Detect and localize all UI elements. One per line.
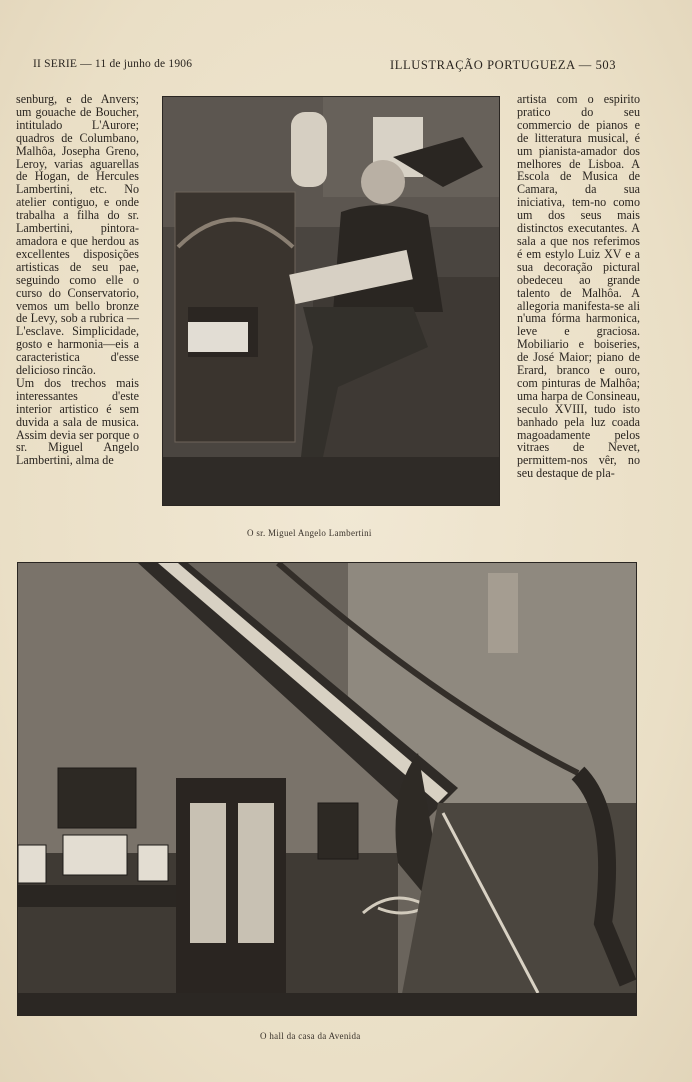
portrait-caption: O sr. Miguel Angelo Lambertini: [247, 528, 372, 538]
header-magazine-title-page: ILLUSTRAÇÃO PORTUGUEZA — 503: [390, 58, 617, 72]
text-column-left: senburg, e de Anvers; um gouache de Boucher, intitulado L'Aurore; quadros de Columbano, Malhôa, Josepha Greno, Leroy, varias aguarellas de Hogan, de Hercules Lambertini, etc. No atelier contiguo, e onde trabalha a filha do sr. Lambertini, pintora-amadora e que herdou as excellentes disposições artisticas de seu pae, seguindo como elle o curso do Conservatorio, vemos um bello bronze de Levy, sob a rubrica — L'esclave. Simplicidade, gosto e harmonia—eis a caracteristica d'esse delicioso rincão. Um dos trechos mais interessantes d'este interior artistico é sem duvida a sala de musica. Assim devia ser porque o sr. Miguel Angelo Lambertini, alma de: [16, 92, 139, 468]
hall-photo: [17, 562, 637, 1016]
text-column-right: artista com o espirito pratico do seu commercio de pianos e de litteratura musical, é um pianista-amador dos melhores de Lisboa. A Escola de Musica de Camara, da sua iniciativa, tem-no como um dos seus mais distinctos executantes. A sala a que nos referimos é em estylo Luiz XV e a sua decoração pictural obedeceu ao grande talento de Malhôa. A allegoria manifesta-se ali n'uma fórma harmonica, leve e graciosa. Mobiliario e boiseries, de José Maior; piano de Erard, branco e ouro, com pinturas de Malhôa; uma harpa de Consineau, seculo XVIII, tudo isto banhado pela luz coada magoadamente pelos vitraes de Nevet, permittem-nos vêr, no seu destaque de pla-: [517, 92, 640, 481]
header-series-date: II SERIE — 11 de junho de 1906: [33, 58, 193, 70]
hall-caption: O hall da casa da Avenida: [260, 1031, 361, 1041]
portrait-photo: [162, 96, 500, 506]
